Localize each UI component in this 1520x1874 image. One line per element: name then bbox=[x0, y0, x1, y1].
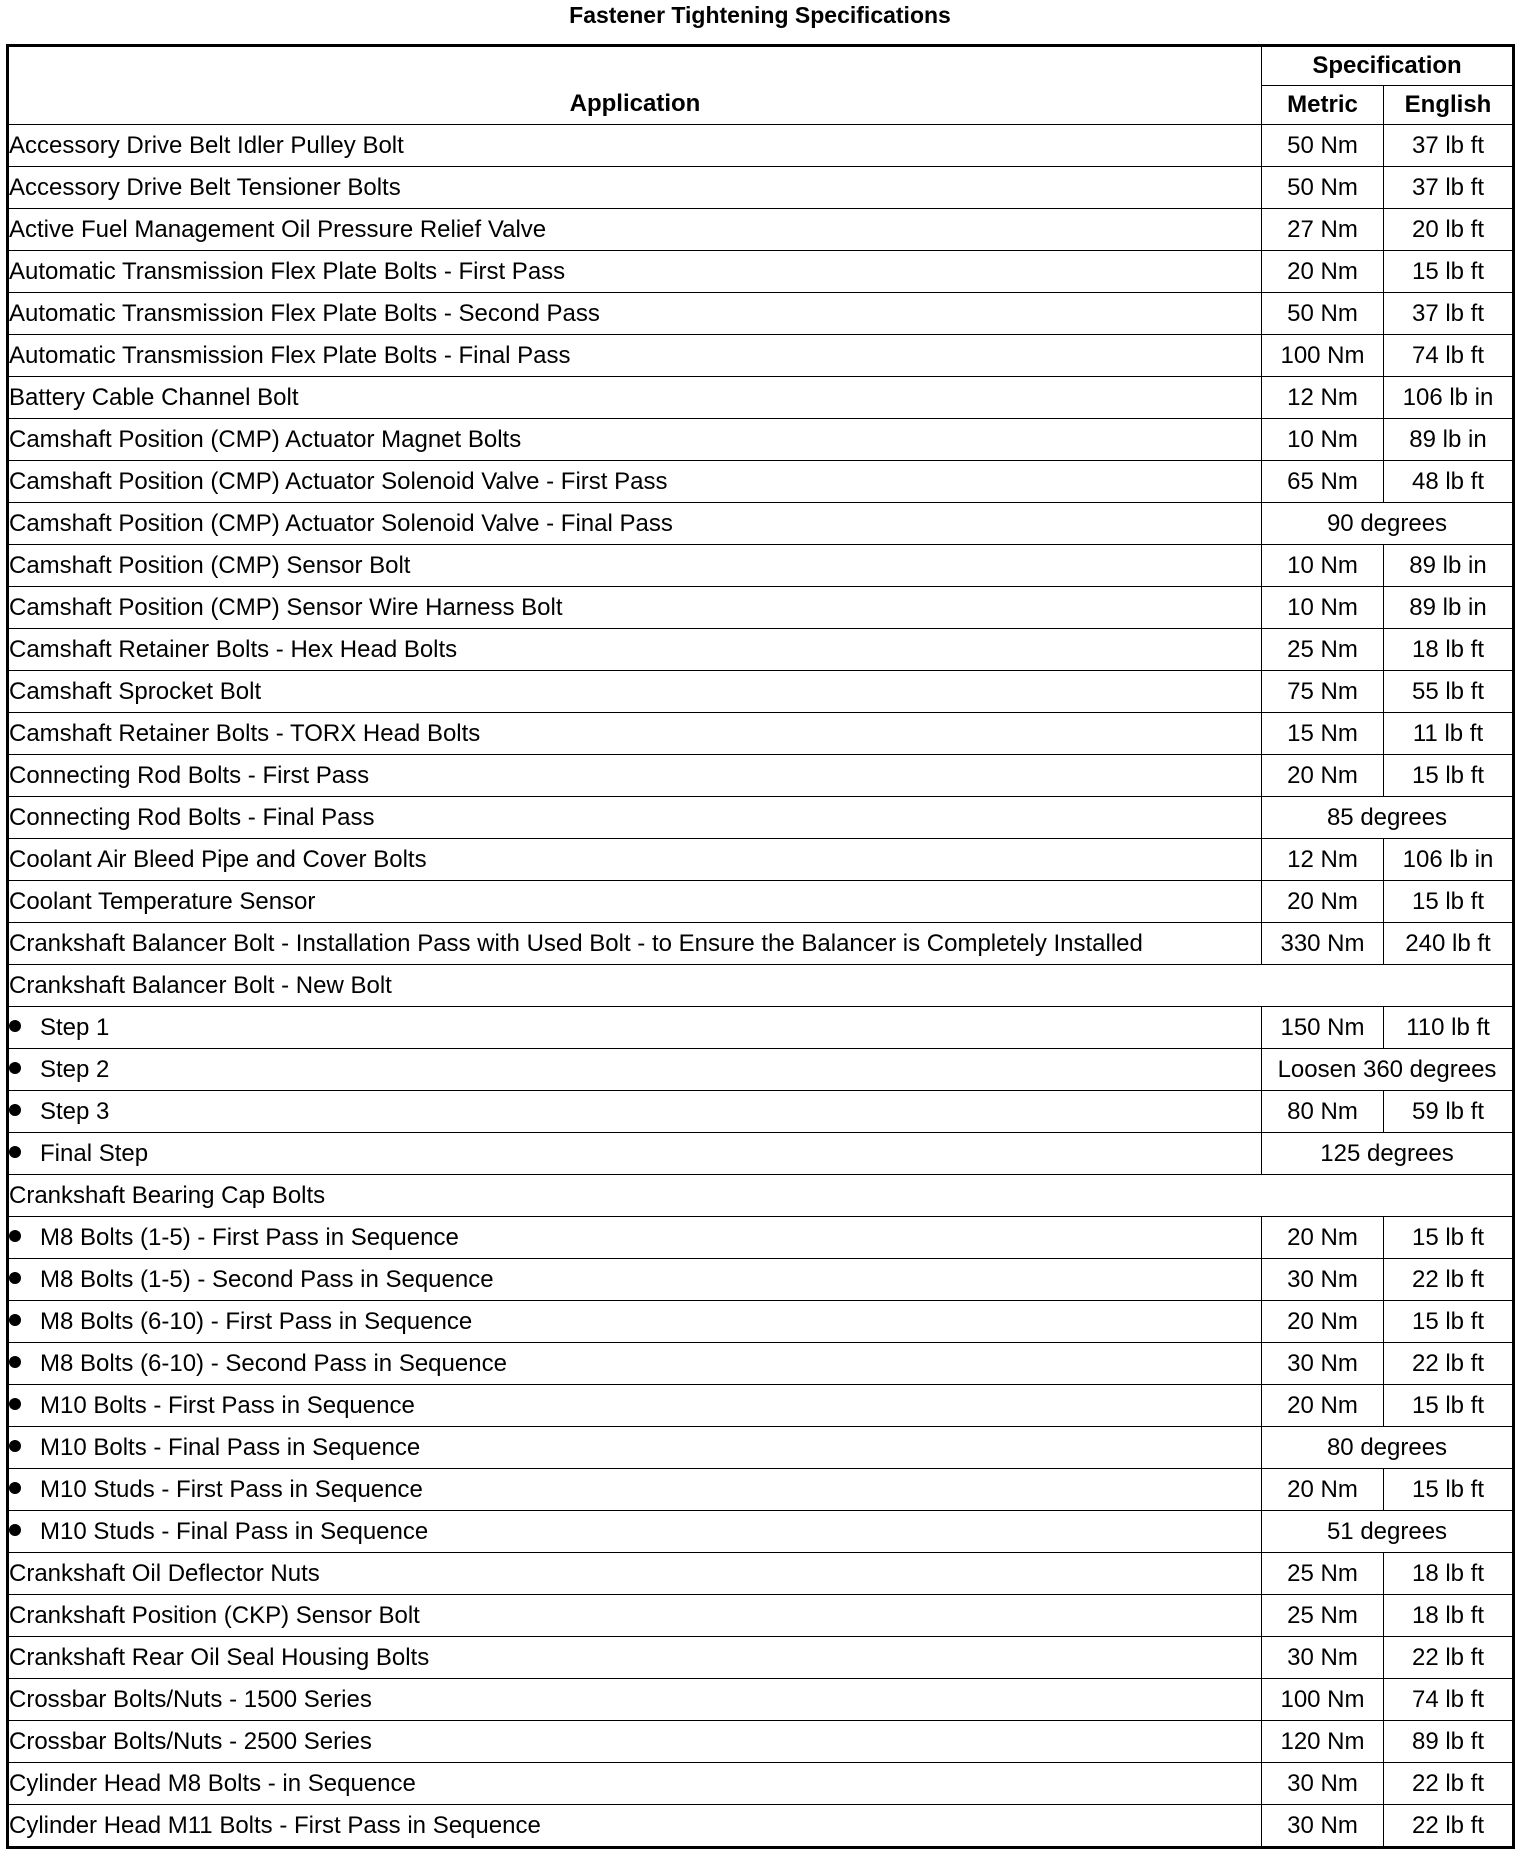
application-label: Crankshaft Balancer Bolt - New Bolt bbox=[9, 971, 392, 999]
metric-cell: 50 Nm bbox=[1262, 125, 1384, 167]
application-cell bbox=[8, 629, 1262, 671]
table-row bbox=[8, 251, 1514, 293]
table-row bbox=[8, 797, 1514, 839]
application-cell bbox=[8, 1763, 1262, 1805]
table-row bbox=[8, 167, 1514, 209]
english-cell: 18 lb ft bbox=[1384, 1553, 1514, 1595]
table-row bbox=[8, 1595, 1514, 1637]
application-cell bbox=[8, 965, 1514, 1007]
application-cell bbox=[8, 1679, 1262, 1721]
application-label: Camshaft Position (CMP) Actuator Solenoid Valve - First Pass bbox=[9, 467, 668, 495]
english-cell: 20 lb ft bbox=[1384, 209, 1514, 251]
application-label: Crankshaft Rear Oil Seal Housing Bolts bbox=[9, 1643, 430, 1671]
bullet-icon bbox=[9, 1146, 21, 1158]
table-row bbox=[8, 713, 1514, 755]
metric-cell: 80 Nm bbox=[1262, 1091, 1384, 1133]
table-row bbox=[8, 461, 1514, 503]
bullet-icon bbox=[9, 1398, 21, 1410]
english-cell: 15 lb ft bbox=[1384, 1385, 1514, 1427]
table-row bbox=[8, 1343, 1514, 1385]
metric-cell: 100 Nm bbox=[1262, 335, 1384, 377]
application-cell bbox=[8, 377, 1262, 419]
english-cell: 240 lb ft bbox=[1384, 923, 1514, 965]
table-row bbox=[8, 1637, 1514, 1679]
bullet-icon bbox=[9, 1062, 21, 1074]
english-cell: 55 lb ft bbox=[1384, 671, 1514, 713]
table-row bbox=[8, 1175, 1514, 1217]
application-label: Camshaft Sprocket Bolt bbox=[9, 677, 262, 705]
application-label: Step 3 bbox=[40, 1097, 110, 1125]
application-label: Crankshaft Position (CKP) Sensor Bolt bbox=[9, 1601, 420, 1629]
metric-cell: 30 Nm bbox=[1262, 1259, 1384, 1301]
table-row bbox=[8, 503, 1514, 545]
bullet-icon bbox=[9, 1356, 21, 1368]
application-cell bbox=[8, 1049, 1262, 1091]
table-row bbox=[8, 1385, 1514, 1427]
table-row bbox=[8, 671, 1514, 713]
english-cell: 22 lb ft bbox=[1384, 1259, 1514, 1301]
table-row bbox=[8, 923, 1514, 965]
table-row bbox=[8, 1427, 1514, 1469]
application-cell bbox=[8, 1217, 1262, 1259]
bullet-icon bbox=[9, 1020, 21, 1032]
application-cell bbox=[8, 1553, 1262, 1595]
bullet-icon bbox=[9, 1524, 21, 1536]
specification-cell: 90 degrees bbox=[1262, 503, 1514, 545]
application-label: Camshaft Retainer Bolts - TORX Head Bolts bbox=[9, 719, 481, 747]
application-cell bbox=[8, 1721, 1262, 1763]
application-cell bbox=[8, 503, 1262, 545]
table-row bbox=[8, 419, 1514, 461]
application-label: M10 Studs - Final Pass in Sequence bbox=[40, 1517, 429, 1545]
application-label: M8 Bolts (1-5) - Second Pass in Sequence bbox=[40, 1265, 494, 1293]
application-cell bbox=[8, 167, 1262, 209]
metric-cell: 30 Nm bbox=[1262, 1805, 1384, 1848]
application-cell bbox=[8, 1385, 1262, 1427]
metric-cell: 100 Nm bbox=[1262, 1679, 1384, 1721]
english-cell: 15 lb ft bbox=[1384, 251, 1514, 293]
application-cell bbox=[8, 545, 1262, 587]
application-cell bbox=[8, 125, 1262, 167]
english-cell: 15 lb ft bbox=[1384, 1301, 1514, 1343]
specification-cell: 80 degrees bbox=[1262, 1427, 1514, 1469]
metric-cell: 30 Nm bbox=[1262, 1763, 1384, 1805]
english-cell: 18 lb ft bbox=[1384, 629, 1514, 671]
table-row bbox=[8, 1301, 1514, 1343]
table-row bbox=[8, 881, 1514, 923]
application-cell bbox=[8, 1637, 1262, 1679]
table-row bbox=[8, 377, 1514, 419]
english-cell: 89 lb ft bbox=[1384, 1721, 1514, 1763]
application-label: Camshaft Position (CMP) Actuator Magnet Bolts bbox=[9, 425, 522, 453]
application-cell bbox=[8, 1091, 1262, 1133]
metric-cell: 12 Nm bbox=[1262, 839, 1384, 881]
metric-cell: 10 Nm bbox=[1262, 587, 1384, 629]
metric-cell: 25 Nm bbox=[1262, 629, 1384, 671]
application-label: Final Step bbox=[40, 1139, 149, 1167]
english-cell: 22 lb ft bbox=[1384, 1805, 1514, 1848]
specification-cell: Loosen 360 degrees bbox=[1262, 1049, 1514, 1091]
english-cell: 15 lb ft bbox=[1384, 1469, 1514, 1511]
english-cell: 37 lb ft bbox=[1384, 167, 1514, 209]
english-cell: 37 lb ft bbox=[1384, 293, 1514, 335]
application-label: M8 Bolts (1-5) - First Pass in Sequence bbox=[40, 1223, 459, 1251]
english-cell: 18 lb ft bbox=[1384, 1595, 1514, 1637]
application-label: Crossbar Bolts/Nuts - 1500 Series bbox=[9, 1685, 372, 1713]
application-label: Automatic Transmission Flex Plate Bolts - Final Pass bbox=[9, 341, 571, 369]
metric-cell: 25 Nm bbox=[1262, 1553, 1384, 1595]
english-cell: 89 lb in bbox=[1384, 545, 1514, 587]
application-cell bbox=[8, 419, 1262, 461]
metric-cell: 12 Nm bbox=[1262, 377, 1384, 419]
application-cell bbox=[8, 881, 1262, 923]
application-cell bbox=[8, 1595, 1262, 1637]
metric-cell: 15 Nm bbox=[1262, 713, 1384, 755]
application-cell bbox=[8, 923, 1262, 965]
table-row bbox=[8, 755, 1514, 797]
application-cell bbox=[8, 209, 1262, 251]
table-row bbox=[8, 335, 1514, 377]
table-row bbox=[8, 1721, 1514, 1763]
application-label: M10 Studs - First Pass in Sequence bbox=[40, 1475, 423, 1503]
english-cell: 22 lb ft bbox=[1384, 1637, 1514, 1679]
application-label: Cylinder Head M11 Bolts - First Pass in Sequence bbox=[9, 1811, 541, 1839]
application-label: Active Fuel Management Oil Pressure Relief Valve bbox=[9, 215, 547, 243]
english-cell: 89 lb in bbox=[1384, 587, 1514, 629]
spec-table-body bbox=[8, 125, 1514, 1848]
application-cell bbox=[8, 461, 1262, 503]
metric-cell: 65 Nm bbox=[1262, 461, 1384, 503]
english-cell: 15 lb ft bbox=[1384, 755, 1514, 797]
metric-cell: 20 Nm bbox=[1262, 1385, 1384, 1427]
metric-cell: 50 Nm bbox=[1262, 167, 1384, 209]
application-label: Camshaft Position (CMP) Actuator Solenoid Valve - Final Pass bbox=[9, 509, 673, 537]
application-label: Coolant Air Bleed Pipe and Cover Bolts bbox=[9, 845, 427, 873]
application-label: Crankshaft Oil Deflector Nuts bbox=[9, 1559, 320, 1587]
application-label: Automatic Transmission Flex Plate Bolts - Second Pass bbox=[9, 299, 600, 327]
table-row bbox=[8, 545, 1514, 587]
english-cell: 22 lb ft bbox=[1384, 1343, 1514, 1385]
application-label: M8 Bolts (6-10) - First Pass in Sequence bbox=[40, 1307, 473, 1335]
application-label: Camshaft Position (CMP) Sensor Bolt bbox=[9, 551, 411, 579]
metric-header: Metric bbox=[1262, 86, 1384, 125]
table-row bbox=[8, 587, 1514, 629]
specification-cell: 125 degrees bbox=[1262, 1133, 1514, 1175]
english-cell: 110 lb ft bbox=[1384, 1007, 1514, 1049]
table-row bbox=[8, 1469, 1514, 1511]
application-cell bbox=[8, 293, 1262, 335]
table-row bbox=[8, 209, 1514, 251]
table-row bbox=[8, 1553, 1514, 1595]
application-cell bbox=[8, 251, 1262, 293]
table-row bbox=[8, 1805, 1514, 1848]
application-cell bbox=[8, 713, 1262, 755]
application-label: Connecting Rod Bolts - Final Pass bbox=[9, 803, 375, 831]
application-label: M8 Bolts (6-10) - Second Pass in Sequence bbox=[40, 1349, 507, 1377]
metric-cell: 330 Nm bbox=[1262, 923, 1384, 965]
application-label: Accessory Drive Belt Idler Pulley Bolt bbox=[9, 131, 404, 159]
application-cell bbox=[8, 1301, 1262, 1343]
specification-cell: 85 degrees bbox=[1262, 797, 1514, 839]
bullet-icon bbox=[9, 1272, 21, 1284]
specification-header: Specification bbox=[1262, 46, 1514, 86]
application-cell bbox=[8, 797, 1262, 839]
application-label: M10 Bolts - Final Pass in Sequence bbox=[40, 1433, 421, 1461]
application-label: Step 1 bbox=[40, 1013, 110, 1041]
application-cell bbox=[8, 1469, 1262, 1511]
bullet-icon bbox=[9, 1104, 21, 1116]
table-row bbox=[8, 1007, 1514, 1049]
metric-cell: 30 Nm bbox=[1262, 1637, 1384, 1679]
table-row bbox=[8, 125, 1514, 167]
application-cell bbox=[8, 1511, 1262, 1553]
application-label: Connecting Rod Bolts - First Pass bbox=[9, 761, 370, 789]
application-label: Crankshaft Balancer Bolt - Installation Pass with Used Bolt - to Ensure the Balancer is Completely Installed bbox=[9, 929, 1143, 957]
table-row bbox=[8, 1091, 1514, 1133]
application-label: Cylinder Head M8 Bolts - in Sequence bbox=[9, 1769, 416, 1797]
table-row bbox=[8, 1679, 1514, 1721]
metric-cell: 20 Nm bbox=[1262, 251, 1384, 293]
application-label: Camshaft Position (CMP) Sensor Wire Harness Bolt bbox=[9, 593, 563, 621]
metric-cell: 27 Nm bbox=[1262, 209, 1384, 251]
table-row bbox=[8, 1133, 1514, 1175]
table-row bbox=[8, 839, 1514, 881]
english-cell: 11 lb ft bbox=[1384, 713, 1514, 755]
metric-cell: 20 Nm bbox=[1262, 881, 1384, 923]
english-cell: 15 lb ft bbox=[1384, 881, 1514, 923]
english-cell: 59 lb ft bbox=[1384, 1091, 1514, 1133]
application-label: Crankshaft Bearing Cap Bolts bbox=[9, 1181, 326, 1209]
metric-cell: 10 Nm bbox=[1262, 419, 1384, 461]
application-label: Camshaft Retainer Bolts - Hex Head Bolts bbox=[9, 635, 458, 663]
application-cell bbox=[8, 1343, 1262, 1385]
application-header: Application bbox=[8, 46, 1262, 125]
application-cell bbox=[8, 839, 1262, 881]
application-label: Accessory Drive Belt Tensioner Bolts bbox=[9, 173, 401, 201]
metric-cell: 25 Nm bbox=[1262, 1595, 1384, 1637]
spec-table bbox=[6, 44, 1515, 1849]
bullet-icon bbox=[9, 1314, 21, 1326]
application-cell bbox=[8, 1133, 1262, 1175]
english-cell: 106 lb in bbox=[1384, 839, 1514, 881]
english-cell: 74 lb ft bbox=[1384, 1679, 1514, 1721]
english-cell: 48 lb ft bbox=[1384, 461, 1514, 503]
application-label: Automatic Transmission Flex Plate Bolts - First Pass bbox=[9, 257, 566, 285]
metric-cell: 20 Nm bbox=[1262, 1469, 1384, 1511]
bullet-icon bbox=[9, 1230, 21, 1242]
english-cell: 106 lb in bbox=[1384, 377, 1514, 419]
table-row bbox=[8, 1259, 1514, 1301]
english-cell: 74 lb ft bbox=[1384, 335, 1514, 377]
application-cell bbox=[8, 587, 1262, 629]
metric-cell: 20 Nm bbox=[1262, 1301, 1384, 1343]
table-row bbox=[8, 293, 1514, 335]
application-cell bbox=[8, 755, 1262, 797]
bullet-icon bbox=[9, 1440, 21, 1452]
specification-cell: 51 degrees bbox=[1262, 1511, 1514, 1553]
application-cell bbox=[8, 1427, 1262, 1469]
metric-cell: 150 Nm bbox=[1262, 1007, 1384, 1049]
english-header: English bbox=[1384, 86, 1514, 125]
table-row bbox=[8, 1217, 1514, 1259]
metric-cell: 75 Nm bbox=[1262, 671, 1384, 713]
application-label: Step 2 bbox=[40, 1055, 110, 1083]
table-row bbox=[8, 1763, 1514, 1805]
application-cell bbox=[8, 1007, 1262, 1049]
application-cell bbox=[8, 671, 1262, 713]
english-cell: 15 lb ft bbox=[1384, 1217, 1514, 1259]
page-title: Fastener Tightening Specifications bbox=[569, 2, 951, 28]
application-cell bbox=[8, 1805, 1262, 1848]
application-label: Coolant Temperature Sensor bbox=[9, 887, 316, 915]
application-cell bbox=[8, 1259, 1262, 1301]
metric-cell: 30 Nm bbox=[1262, 1343, 1384, 1385]
metric-cell: 20 Nm bbox=[1262, 1217, 1384, 1259]
english-cell: 37 lb ft bbox=[1384, 125, 1514, 167]
table-row bbox=[8, 1049, 1514, 1091]
metric-cell: 20 Nm bbox=[1262, 755, 1384, 797]
application-cell bbox=[8, 1175, 1514, 1217]
application-cell bbox=[8, 335, 1262, 377]
english-cell: 22 lb ft bbox=[1384, 1763, 1514, 1805]
bullet-icon bbox=[9, 1482, 21, 1494]
table-row bbox=[8, 965, 1514, 1007]
table-row bbox=[8, 1511, 1514, 1553]
application-label: Battery Cable Channel Bolt bbox=[9, 383, 299, 411]
table-row bbox=[8, 629, 1514, 671]
metric-cell: 120 Nm bbox=[1262, 1721, 1384, 1763]
metric-cell: 10 Nm bbox=[1262, 545, 1384, 587]
english-cell: 89 lb in bbox=[1384, 419, 1514, 461]
application-label: Crossbar Bolts/Nuts - 2500 Series bbox=[9, 1727, 372, 1755]
application-label: M10 Bolts - First Pass in Sequence bbox=[40, 1391, 415, 1419]
metric-cell: 50 Nm bbox=[1262, 293, 1384, 335]
